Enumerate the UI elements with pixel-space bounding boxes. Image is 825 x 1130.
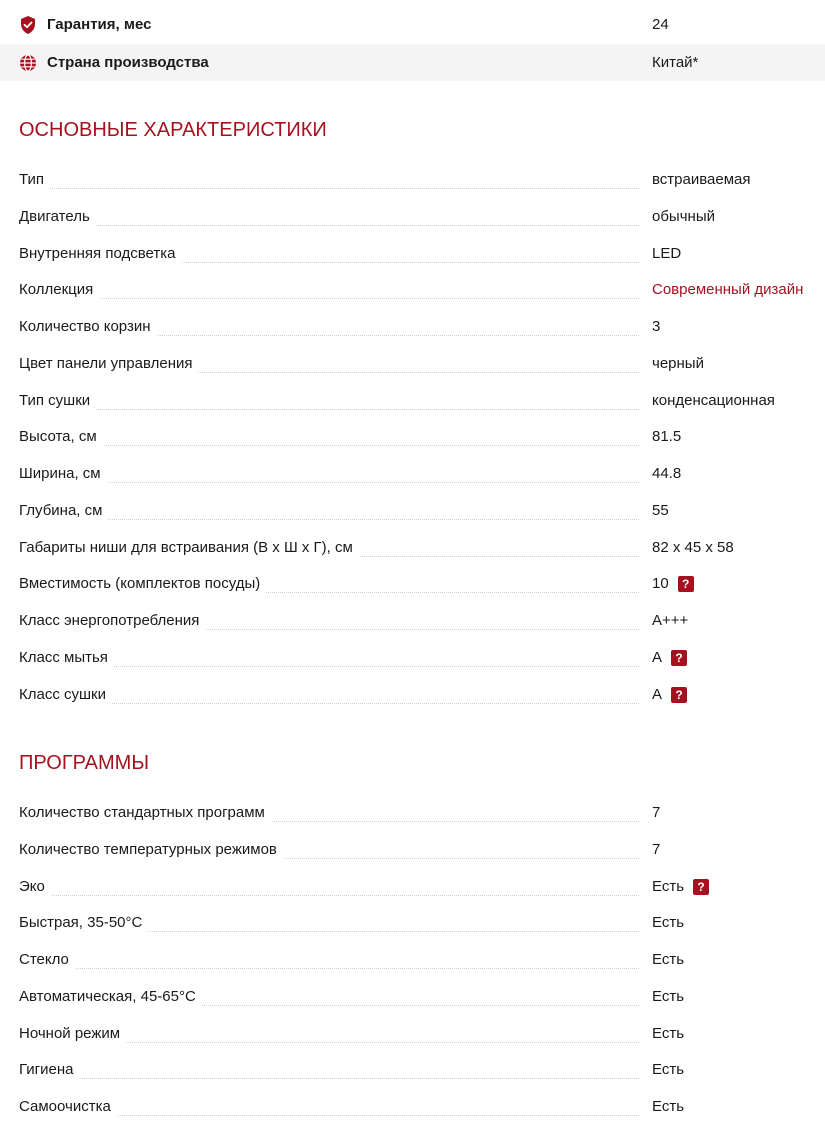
spec-label: Количество корзин	[19, 309, 157, 345]
dotted-leader	[19, 482, 639, 483]
spec-value	[652, 309, 660, 345]
spec-value-text: 44.8	[652, 465, 682, 482]
spec-row	[0, 199, 825, 236]
help-icon[interactable]: ?	[671, 687, 687, 703]
spec-label: Самоочистка	[19, 1089, 117, 1125]
spec-label: Тип сушки	[19, 383, 96, 419]
dotted-leader	[19, 519, 639, 520]
spec-value	[652, 162, 751, 198]
spec-value-text: 3	[652, 318, 661, 335]
spec-label: Глубина, см	[19, 493, 108, 529]
spec-value	[652, 640, 687, 676]
spec-value-text: 82 x 45 x 58	[652, 538, 734, 556]
spec-value-text: Есть	[652, 914, 685, 932]
spec-label: Стекло	[19, 942, 75, 978]
spec-value-text: Есть	[652, 1061, 685, 1079]
spec-row	[0, 640, 825, 677]
spec-row	[0, 603, 825, 640]
warranty-label: Гарантия, мес	[47, 16, 152, 33]
dotted-leader	[19, 703, 639, 704]
dotted-leader	[19, 225, 639, 226]
warranty-value: 24	[652, 16, 669, 33]
spec-list-programs	[0, 795, 825, 1126]
spec-label: Автоматическая, 45-65°C	[19, 979, 202, 1015]
spec-row	[0, 272, 825, 309]
section-title-main-specs: ОСНОВНЫЕ ХАРАКТЕРИСТИКИ	[19, 119, 327, 141]
spec-value-text: 10	[652, 575, 669, 593]
spec-value	[652, 1089, 684, 1125]
spec-label: Количество температурных режимов	[19, 832, 283, 868]
spec-row-warranty	[0, 6, 825, 43]
spec-value	[652, 1016, 684, 1052]
spec-value-text: 55	[652, 501, 669, 519]
spec-value	[652, 795, 660, 831]
spec-row	[0, 530, 825, 567]
spec-value-text: 81.5	[652, 428, 682, 446]
spec-row	[0, 869, 825, 906]
spec-label: Гигиена	[19, 1052, 79, 1088]
spec-value	[652, 1052, 684, 1088]
spec-label: Эко	[19, 869, 51, 905]
spec-row	[0, 1016, 825, 1053]
spec-row	[0, 309, 825, 346]
spec-label: Класс мытья	[19, 640, 114, 676]
spec-value	[652, 942, 684, 978]
spec-label: Класс энергопотребления	[19, 603, 205, 639]
dotted-leader	[19, 188, 639, 189]
spec-row	[0, 419, 825, 456]
spec-label: Тип	[19, 162, 50, 198]
spec-value	[652, 869, 709, 905]
help-icon[interactable]: ?	[693, 879, 709, 895]
spec-value	[652, 199, 715, 235]
spec-row	[0, 236, 825, 273]
spec-row	[0, 795, 825, 832]
spec-row	[0, 979, 825, 1016]
spec-value	[652, 566, 694, 602]
spec-value-text: 7	[652, 804, 661, 821]
spec-value-text: черный	[652, 354, 704, 372]
spec-value-text: обычный	[652, 207, 715, 225]
dotted-leader	[19, 298, 639, 299]
spec-label: Количество стандартных программ	[19, 795, 271, 831]
spec-value	[652, 383, 775, 419]
spec-label: Коллекция	[19, 272, 99, 308]
spec-row	[0, 1089, 825, 1126]
spec-label: Габариты ниши для встраивания (В x Ш x Г), см	[19, 530, 359, 566]
spec-row	[0, 905, 825, 942]
spec-value-text: Есть	[652, 1024, 685, 1042]
dotted-leader	[19, 968, 639, 969]
spec-row	[0, 832, 825, 869]
spec-value-text: встраиваемая	[652, 171, 751, 188]
spec-value-text[interactable]: Современный дизайн	[652, 281, 804, 299]
spec-value	[652, 419, 681, 455]
spec-value	[652, 603, 688, 639]
spec-label: Вместимость (комплектов посуды)	[19, 566, 266, 602]
spec-list-main	[0, 162, 825, 713]
help-icon[interactable]: ?	[678, 576, 694, 592]
spec-row	[0, 942, 825, 979]
country-label: Страна производства	[47, 54, 209, 71]
spec-value	[652, 346, 704, 382]
spec-value-text: A	[652, 685, 663, 703]
spec-value	[652, 979, 684, 1015]
dotted-leader	[19, 409, 639, 410]
spec-row	[0, 346, 825, 383]
spec-label: Ночной режим	[19, 1016, 126, 1052]
spec-value	[652, 530, 734, 566]
spec-row	[0, 493, 825, 530]
spec-label: Высота, см	[19, 419, 103, 455]
spec-label: Класс сушки	[19, 677, 112, 713]
section-title-programs: ПРОГРАММЫ	[19, 752, 150, 774]
spec-value-text: Есть	[652, 877, 685, 895]
spec-label: Ширина, см	[19, 456, 107, 492]
spec-value-text: конденсационная	[652, 391, 775, 409]
dotted-leader	[19, 895, 639, 896]
spec-row	[0, 162, 825, 199]
spec-row	[0, 1052, 825, 1089]
spec-value-text: Есть	[652, 951, 685, 968]
spec-label: Внутренняя подсветка	[19, 236, 181, 272]
globe-icon	[19, 54, 37, 72]
spec-value-text: Есть	[652, 987, 685, 1005]
shield-check-icon	[19, 16, 37, 34]
dotted-leader	[19, 1078, 639, 1079]
spec-value	[652, 493, 669, 529]
spec-value-text: A+++	[652, 612, 689, 629]
dotted-leader	[19, 445, 639, 446]
help-icon[interactable]: ?	[671, 650, 687, 666]
spec-row	[0, 383, 825, 420]
spec-value-link[interactable]	[652, 272, 803, 308]
spec-row	[0, 566, 825, 603]
spec-value-text: A	[652, 648, 663, 666]
spec-value	[652, 905, 684, 941]
spec-label: Быстрая, 35-50°C	[19, 905, 148, 941]
spec-value	[652, 832, 660, 868]
spec-value-text: Есть	[652, 1098, 685, 1115]
spec-value	[652, 677, 687, 713]
spec-row-country	[0, 44, 825, 81]
spec-row	[0, 456, 825, 493]
spec-value	[652, 236, 681, 272]
country-value: Китай*	[652, 54, 699, 71]
spec-row	[0, 677, 825, 714]
spec-value-text: LED	[652, 244, 682, 262]
spec-label: Двигатель	[19, 199, 96, 235]
spec-value-text: 7	[652, 840, 661, 858]
spec-label: Цвет панели управления	[19, 346, 198, 382]
spec-value	[652, 456, 681, 492]
